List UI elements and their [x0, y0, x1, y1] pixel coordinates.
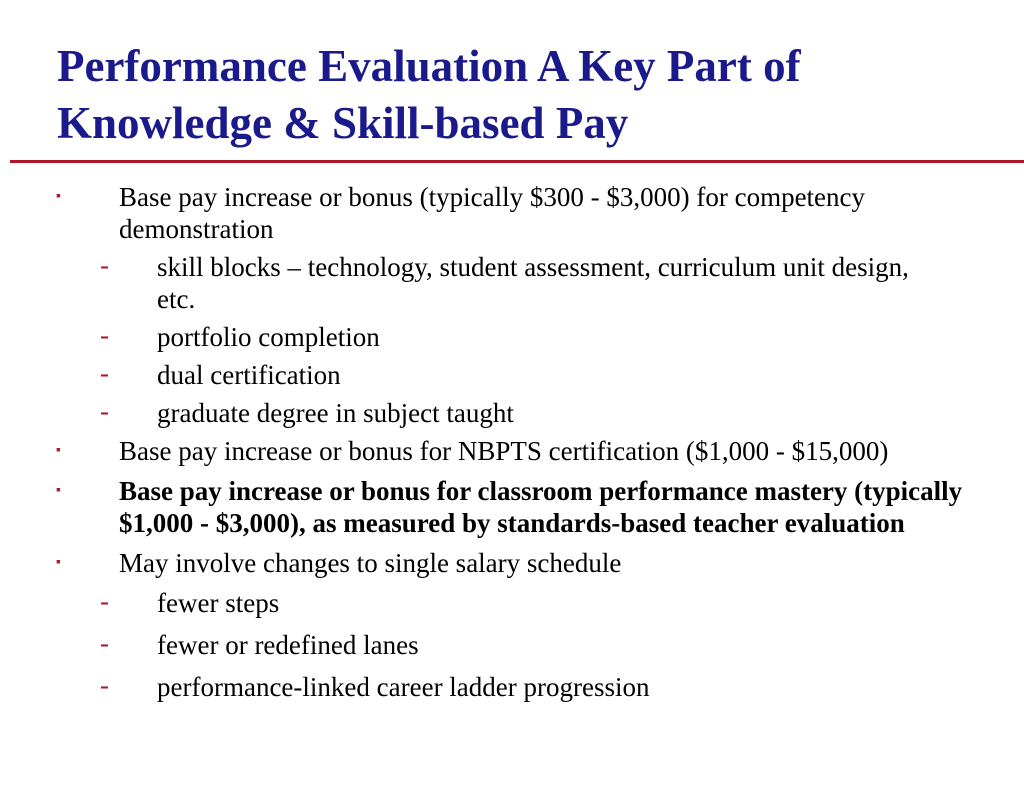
square-bullet-icon: ▪: [56, 483, 61, 498]
slide-body: [0, 181, 1024, 703]
sub-item-text: portfolio completion: [157, 322, 380, 352]
bullet-text: Base pay increase or bonus (typically $300 - $3,000) for competency demonstration: [119, 182, 866, 244]
bullet-item-2: [0, 435, 1024, 467]
sub-item-1-3: [0, 359, 1024, 391]
bullet-text: May involve changes to single salary schedule: [119, 548, 622, 578]
dash-bullet-icon: -: [100, 396, 109, 426]
sub-item-4-2: [0, 629, 1024, 661]
dash-bullet-icon: -: [100, 586, 109, 616]
dash-bullet-icon: -: [100, 628, 109, 658]
bullet-item-1: [0, 181, 1024, 245]
dash-bullet-icon: -: [100, 320, 109, 350]
square-bullet-icon: ▪: [56, 189, 61, 204]
sub-item-text: dual certification: [157, 360, 341, 390]
sub-item-text: fewer steps: [157, 588, 280, 618]
square-bullet-icon: ▪: [56, 555, 61, 570]
slide-title: [57, 38, 997, 152]
bullet-text: Base pay increase or bonus for classroom performance mastery (typically $1,000 - $3,000), as measured by standards-based teacher evaluation: [119, 476, 963, 538]
sub-item-text: performance-linked career ladder progression: [157, 672, 650, 702]
dash-bullet-icon: -: [100, 670, 109, 700]
dash-bullet-icon: -: [100, 358, 109, 388]
sub-item-4-3: [0, 671, 1024, 703]
sub-item-1-2: [0, 321, 1024, 353]
sub-item-1-1: [0, 251, 1024, 315]
slide-title-line-1: Performance Evaluation A Key Part of: [57, 41, 801, 91]
sub-item-text: graduate degree in subject taught: [157, 398, 514, 428]
sub-item-text: fewer or redefined lanes: [157, 630, 419, 660]
title-divider: [10, 160, 1024, 163]
sub-item-4-1: [0, 587, 1024, 619]
slide-title-line-2: Knowledge & Skill-based Pay: [57, 98, 629, 148]
bullet-text: Base pay increase or bonus for NBPTS certification ($1,000 - $15,000): [119, 436, 889, 466]
sub-item-1-4: [0, 397, 1024, 429]
bullet-item-3: [0, 475, 1024, 539]
dash-bullet-icon: -: [100, 250, 109, 280]
square-bullet-icon: ▪: [56, 443, 61, 458]
bullet-item-4: [0, 547, 1024, 579]
sub-item-text: skill blocks – technology, student assessment, curriculum unit design, etc.: [157, 252, 909, 314]
